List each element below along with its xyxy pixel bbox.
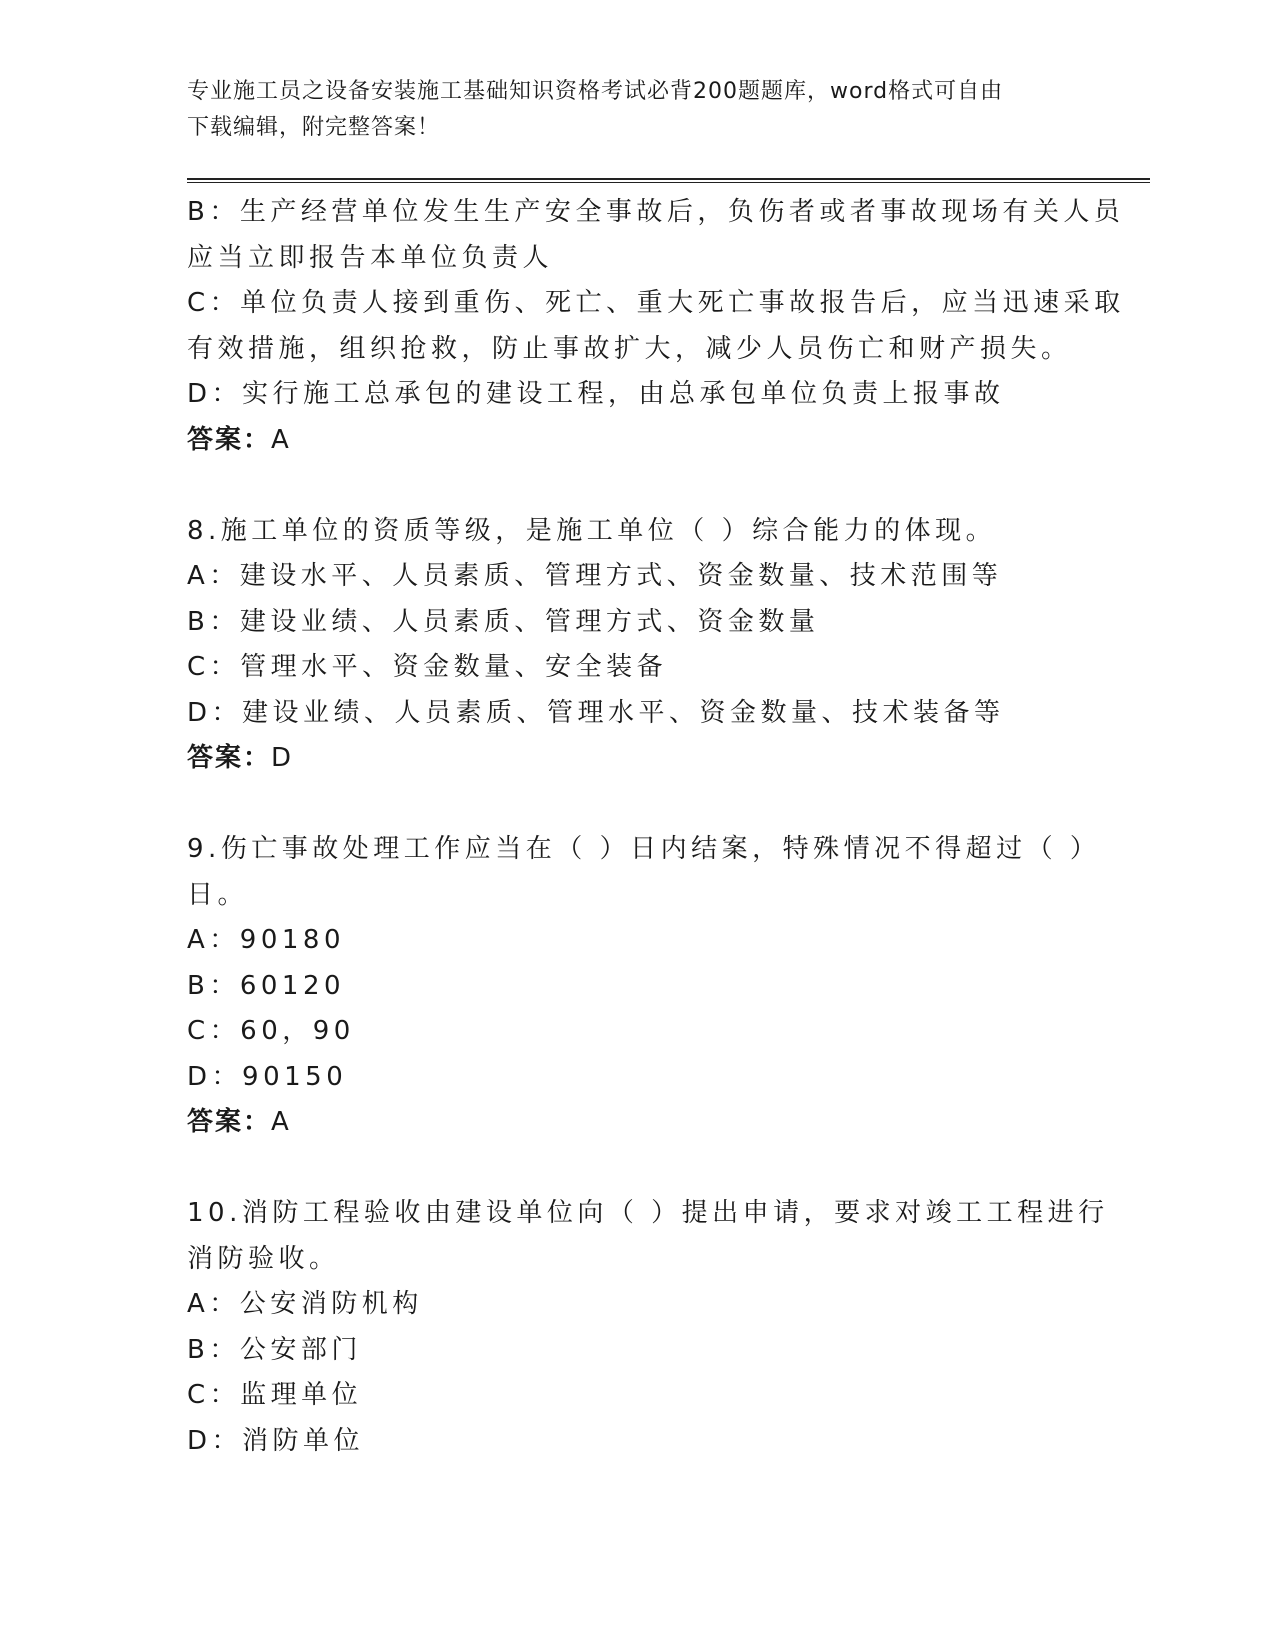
header-divider xyxy=(187,178,1150,183)
answer-label: 答案： xyxy=(187,424,272,455)
question-10 xyxy=(187,1191,1109,1464)
option-b: B：公安部门 xyxy=(187,1334,362,1365)
option-c: C：监理单位 xyxy=(187,1380,363,1410)
answer-value: D xyxy=(271,743,294,773)
option-d: D：实行施工总承包的建设工程，由总承包单位负责上报事故 xyxy=(187,379,1005,409)
question-text: 9.伤亡事故处理工作应当在（ ）日内结案，特殊情况不得超过（ ） xyxy=(187,834,1101,864)
question-text: 8.施工单位的资质等级，是施工单位（ ）综合能力的体现。 xyxy=(187,515,997,546)
question-8 xyxy=(187,509,1087,782)
option-c: C：单位负责人接到重伤、死亡、重大死亡事故报告后，应当迅速采取 xyxy=(187,288,1125,318)
option-d: D：消防单位 xyxy=(187,1425,365,1456)
answer xyxy=(187,736,1087,782)
question-7-continued xyxy=(187,190,1125,463)
header-line-2: 下载编辑，附完整答案！ xyxy=(187,115,441,140)
spacer xyxy=(187,463,1087,509)
page-header xyxy=(187,74,1087,146)
option-c: C：管理水平、资金数量、安全装备 xyxy=(187,652,668,682)
option-c-continued: 有效措施，组织抢救，防止事故扩大，减少人员伤亡和财产损失。 xyxy=(187,333,1072,364)
answer xyxy=(187,418,1087,464)
option-a: A：建设水平、人员素质、管理方式、资金数量、技术范围等 xyxy=(187,561,1003,591)
question-text: 10.消防工程验收由建设单位向（ ）提出申请，要求对竣工工程进行 xyxy=(187,1198,1109,1228)
answer-value: A xyxy=(271,1107,291,1137)
option-b: B：建设业绩、人员素质、管理方式、资金数量 xyxy=(187,606,820,637)
option-a: A：90180 xyxy=(187,925,345,955)
header-line-1: 专业施工员之设备安装施工基础知识资格考试必背200题题库，word格式可自由 xyxy=(187,79,1004,104)
answer-value: A xyxy=(271,424,291,455)
question-text-continued: 日。 xyxy=(187,879,249,910)
option-d: D：90150 xyxy=(187,1061,348,1092)
answer-label: 答案： xyxy=(187,1107,272,1137)
answer xyxy=(187,1100,1087,1146)
question-text-continued: 消防验收。 xyxy=(187,1243,340,1274)
spacer xyxy=(187,782,1087,828)
option-b-continued: 应当立即报告本单位负责人 xyxy=(187,242,554,273)
document-body xyxy=(187,190,1125,1464)
answer-label: 答案： xyxy=(187,743,272,773)
option-b: B：60120 xyxy=(187,970,346,1001)
option-a: A：公安消防机构 xyxy=(187,1289,423,1319)
option-b: B：生产经营单位发生生产安全事故后，负伤者或者事故现场有关人员 xyxy=(187,197,1125,227)
option-c: C：60，90 xyxy=(187,1016,355,1046)
spacer xyxy=(187,1146,1087,1192)
option-d: D：建设业绩、人员素质、管理水平、资金数量、技术装备等 xyxy=(187,697,1005,728)
question-9 xyxy=(187,827,1101,1146)
